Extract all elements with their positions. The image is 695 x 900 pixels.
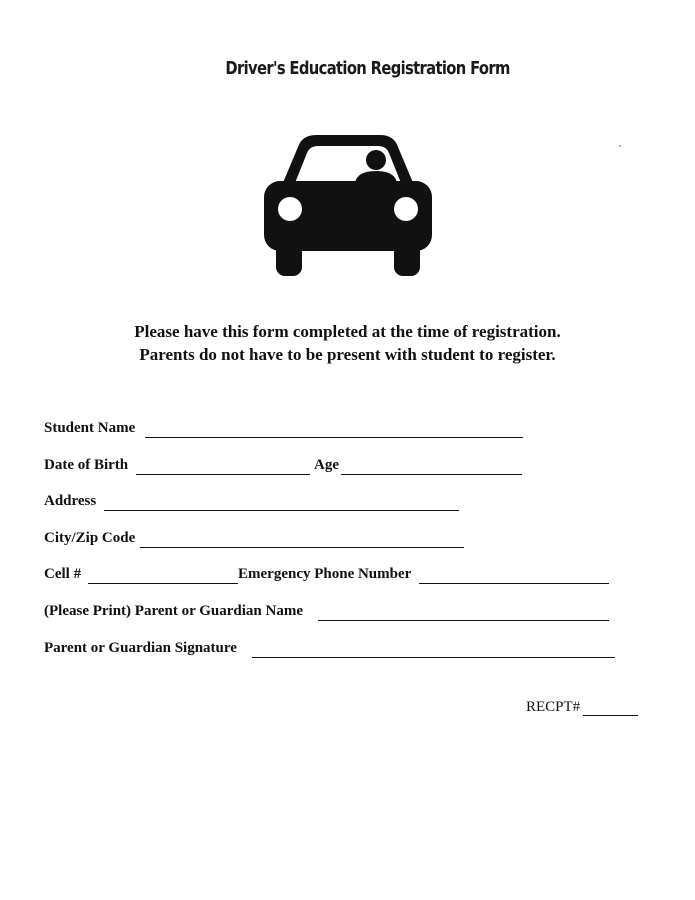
cell-label: Cell #: [44, 566, 82, 582]
age-label: Age: [314, 457, 339, 473]
parent-signature-row: [44, 640, 619, 662]
cell-field[interactable]: [88, 583, 238, 584]
dob-age-row: [44, 457, 524, 479]
student-name-row: [44, 420, 524, 442]
city-zip-row: [44, 530, 469, 552]
address-label: Address: [44, 493, 97, 509]
emergency-phone-field[interactable]: [419, 583, 609, 584]
emergency-phone-label: Emergency Phone Number: [238, 566, 412, 582]
parent-name-label: (Please Print) Parent or Guardian Name: [44, 603, 303, 619]
date-of-birth-field[interactable]: [136, 474, 310, 475]
city-zip-label: City/Zip Code: [44, 530, 136, 546]
age-field[interactable]: [341, 474, 522, 475]
address-field[interactable]: [104, 510, 459, 511]
parent-name-field[interactable]: [318, 620, 609, 621]
parent-signature-label: Parent or Guardian Signature: [44, 640, 237, 656]
date-of-birth-label: Date of Birth: [44, 457, 129, 473]
student-name-label: Student Name: [44, 420, 136, 436]
form-title: Driver's Education Registration Form: [225, 58, 510, 79]
address-row: [44, 493, 464, 515]
instruction-line-2: Parents do not have to be present with student to register.: [139, 345, 556, 364]
city-zip-field[interactable]: [140, 547, 464, 548]
instructions: [0, 320, 695, 366]
student-name-field[interactable]: [145, 437, 523, 438]
parent-name-row: [44, 603, 614, 625]
instruction-line-1: Please have this form completed at the time of registration.: [134, 322, 561, 341]
receipt-label: RECPT#: [526, 699, 581, 715]
receipt-field[interactable]: [583, 715, 638, 716]
car-with-driver-icon: [262, 133, 434, 278]
receipt-number: [526, 699, 580, 716]
scan-speck: [619, 145, 621, 147]
parent-signature-field[interactable]: [252, 657, 615, 658]
cell-emergency-row: [44, 566, 614, 588]
